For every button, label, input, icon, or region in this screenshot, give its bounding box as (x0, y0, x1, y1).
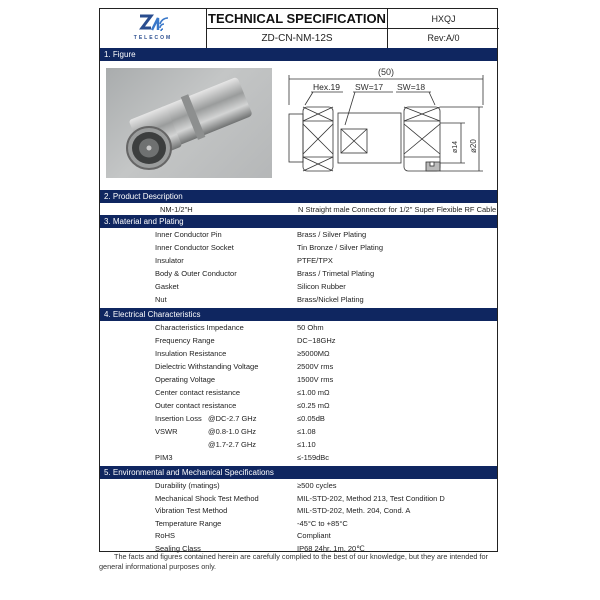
row-label: Insulator (155, 256, 184, 265)
row-label: Mechanical Shock Test Method (155, 493, 259, 503)
row-label: Nut (155, 295, 167, 304)
connector-photo (106, 68, 272, 178)
section-bar-electrical: 4. Electrical Characteristics (100, 308, 497, 321)
row-label: PIM3 (155, 453, 173, 462)
row-value: Brass / Trimetal Plating (297, 269, 375, 278)
table-row (100, 479, 497, 492)
row-label: RoHS (155, 531, 176, 540)
row-label: Durability (matings) (155, 481, 220, 490)
table-row (100, 241, 497, 254)
figure-area (100, 61, 497, 188)
table-row (100, 347, 497, 360)
section-bar-product: 2. Product Description (100, 190, 497, 203)
row-value: ≤1.00 mΩ (297, 388, 330, 397)
zd-logo-icon (138, 14, 170, 32)
part-number: ZD-CN-NM-12S (207, 29, 388, 48)
table-row (100, 412, 497, 425)
dim-dia14: ø14 (452, 140, 459, 153)
table-row (100, 386, 497, 399)
row-label: VSWR (155, 427, 178, 436)
row-value: ≤1.08 (297, 427, 316, 436)
row-value: MIL-STD-202, Method 213, Test Condition D (297, 493, 445, 503)
row-condition: @DC-2.7 GHz (208, 414, 257, 423)
table-row (100, 267, 497, 280)
row-value: ≤1.10 (297, 440, 316, 449)
disclaimer-line-2: general informational purposes only. (99, 562, 217, 571)
revision: Rev:A/0 (427, 33, 460, 43)
row-label: Characteristics Impedance (155, 323, 244, 332)
row-value: -45°C to +85°C (297, 518, 348, 528)
disclaimer-line-1: The facts and figures contained herein are carefully complied to the best of our knowledge, but they are intended for (114, 552, 488, 561)
row-label: Vibration Test Method (155, 506, 228, 515)
table-row (100, 492, 497, 505)
product-description: N Straight male Connector for 1/2" Super Flexible RF Cable (298, 205, 497, 214)
row-value: Tin Bronze / Silver Plating (297, 243, 384, 252)
row-value: IP68 24hr, 1m, 20℃ (297, 543, 365, 553)
connector-image-icon (106, 68, 272, 178)
table-row (100, 254, 497, 267)
section-bar-material: 3. Material and Plating (100, 215, 497, 228)
logo-text: TELECOM (133, 35, 173, 41)
table-row (100, 321, 497, 334)
row-value: MIL-STD-202, Meth. 204, Cond. A (297, 506, 411, 515)
row-value: Brass / Silver Plating (297, 230, 367, 239)
row-value: DC~18GHz (297, 336, 336, 345)
row-label: Center contact resistance (155, 388, 241, 397)
table-row (100, 293, 497, 306)
row-label: Gasket (155, 282, 179, 291)
table-row (100, 360, 497, 373)
dim-sw2: SW=18 (397, 82, 426, 92)
dim-length: (50) (378, 67, 395, 77)
document-title: TECHNICAL SPECIFICATION (207, 9, 388, 29)
document-code: HXQJ (388, 9, 499, 29)
row-label: Inner Conductor Pin (155, 230, 222, 239)
row-value: Compliant (297, 531, 331, 540)
disclaimer-footer (99, 552, 509, 572)
row-label: Sealing Class (155, 543, 201, 553)
row-value: PTFE/TPX (297, 256, 333, 265)
table-row (100, 425, 497, 438)
table-row (100, 504, 497, 517)
row-label: Body & Outer Conductor (155, 269, 237, 278)
row-value: 1500V rms (297, 375, 334, 384)
document-header (100, 9, 497, 48)
row-value: ≥500 cycles (297, 481, 337, 490)
row-label: Frequency Range (155, 336, 215, 345)
row-label: Operating Voltage (155, 375, 216, 384)
row-label: Inner Conductor Socket (155, 243, 234, 252)
row-value: ≤-159dBc (297, 453, 330, 462)
dim-sw1: SW=17 (355, 82, 384, 92)
row-label: Insulation Resistance (155, 349, 227, 358)
row-value: Brass/Nickel Plating (297, 295, 364, 304)
row-label: Temperature Range (155, 518, 222, 528)
table-row (100, 451, 497, 464)
company-logo (100, 9, 207, 48)
product-model: NM-1/2"H (160, 205, 193, 214)
dim-hex: Hex.19 (313, 82, 340, 92)
table-row (100, 529, 497, 542)
table-row (100, 228, 497, 241)
dim-dia20: ø20 (469, 139, 478, 153)
spec-sheet (99, 8, 498, 552)
table-row (100, 373, 497, 386)
table-row (100, 399, 497, 412)
section-bar-figure: 1. Figure (100, 48, 497, 61)
table-row (100, 517, 497, 530)
row-value: ≤0.25 mΩ (297, 401, 330, 410)
row-value: 2500V rms (297, 362, 334, 371)
row-condition: @0.8-1.0 GHz (208, 427, 257, 436)
table-row (100, 280, 497, 293)
table-row (100, 438, 497, 451)
table-row (100, 334, 497, 347)
row-label: Insertion Loss (155, 414, 202, 423)
row-value: ≤0.05dB (297, 414, 325, 423)
technical-drawing (283, 65, 489, 183)
row-label: Outer contact resistance (155, 401, 237, 410)
row-value: ≥5000MΩ (297, 349, 330, 358)
row-value: 50 Ohm (297, 323, 324, 332)
row-label: Dielectric Withstanding Voltage (155, 362, 259, 371)
section-bar-environmental: 5. Environmental and Mechanical Specifications (100, 466, 497, 479)
row-value: Silicon Rubber (297, 282, 346, 291)
row-condition: @1.7-2.7 GHz (208, 440, 257, 449)
